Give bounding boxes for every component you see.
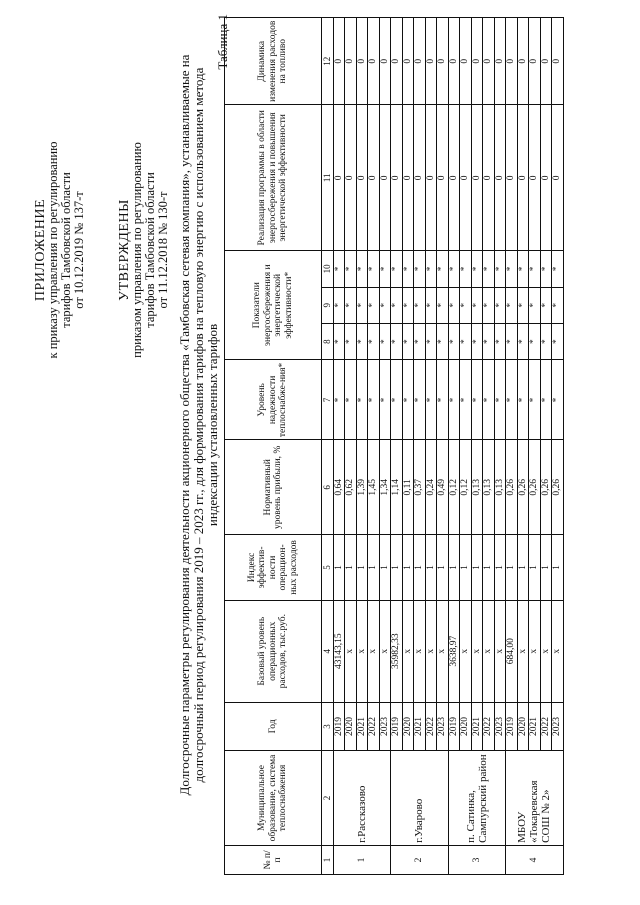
energy-saving-cell-2: * xyxy=(356,287,368,323)
energy-saving-cell-1: * xyxy=(471,323,483,359)
efficiency-index-cell: 1 xyxy=(345,535,357,601)
energy-saving-cell-1: * xyxy=(391,323,403,359)
base-cost-cell: x xyxy=(483,600,495,702)
reliability-cell: * xyxy=(460,360,472,440)
energy-saving-cell-3: * xyxy=(368,251,380,287)
column-number: 12 xyxy=(322,18,334,106)
profit-level-cell: 0,26 xyxy=(506,440,518,535)
dynamics-cell: 0 xyxy=(414,18,426,106)
year-cell: 2021 xyxy=(414,702,426,751)
energy-saving-cell-3: * xyxy=(402,251,414,287)
base-cost-cell: x xyxy=(414,600,426,702)
energy-saving-cell-2: * xyxy=(437,287,449,323)
parameters-table xyxy=(224,17,564,875)
reliability-cell: * xyxy=(471,360,483,440)
energy-saving-cell-2: * xyxy=(483,287,495,323)
energy-saving-cell-3: * xyxy=(483,251,495,287)
column-number: 10 xyxy=(322,251,334,287)
efficiency-index-cell: 1 xyxy=(540,535,552,601)
program-cell: 0 xyxy=(368,105,380,251)
profit-level-cell: 0,12 xyxy=(460,440,472,535)
efficiency-index-cell: 1 xyxy=(333,535,345,601)
profit-level-cell: 0,13 xyxy=(483,440,495,535)
energy-saving-cell-3: * xyxy=(437,251,449,287)
table-row xyxy=(414,18,426,875)
approved-title: УТВЕРЖДЕНЫ xyxy=(117,199,132,301)
profit-level-cell: 0,13 xyxy=(494,440,506,535)
dynamics-cell: 0 xyxy=(425,18,437,106)
energy-saving-cell-1: * xyxy=(540,323,552,359)
table-row xyxy=(552,18,564,875)
reliability-cell: * xyxy=(333,360,345,440)
municipality-name: г.Уварово xyxy=(391,751,449,846)
program-cell: 0 xyxy=(448,105,460,251)
base-cost-cell: x xyxy=(552,600,564,702)
energy-saving-cell-1: * xyxy=(333,323,345,359)
energy-saving-cell-2: * xyxy=(425,287,437,323)
table-row xyxy=(333,18,345,875)
efficiency-index-cell: 1 xyxy=(391,535,403,601)
efficiency-index-cell: 1 xyxy=(529,535,541,601)
program-cell: 0 xyxy=(402,105,414,251)
energy-saving-cell-1: * xyxy=(448,323,460,359)
table-row xyxy=(368,18,380,875)
program-cell: 0 xyxy=(379,105,391,251)
profit-level-cell: 1,39 xyxy=(356,440,368,535)
col-header-municipality: Муниципальное образование, система теплоснабжения xyxy=(225,751,322,846)
table-row xyxy=(425,18,437,875)
energy-saving-cell-3: * xyxy=(425,251,437,287)
profit-level-cell: 0,62 xyxy=(345,440,357,535)
table-row xyxy=(529,18,541,875)
profit-level-cell: 0,26 xyxy=(529,440,541,535)
approved-line-2: тарифов Тамбовской области xyxy=(143,172,157,328)
column-number: 2 xyxy=(322,751,334,846)
dynamics-cell: 0 xyxy=(494,18,506,106)
table-row xyxy=(379,18,391,875)
year-cell: 2023 xyxy=(437,702,449,751)
column-number: 8 xyxy=(322,323,334,359)
profit-level-cell: 0,24 xyxy=(425,440,437,535)
col-header-efficiency-index: Индекс эффектив-ности операцион-ных расходов xyxy=(225,535,322,601)
col-header-dynamics: Динамика изменения расходов на топливо xyxy=(225,18,322,106)
base-cost-cell: x xyxy=(540,600,552,702)
table-row xyxy=(437,18,449,875)
dynamics-cell: 0 xyxy=(471,18,483,106)
reliability-cell: * xyxy=(552,360,564,440)
year-cell: 2023 xyxy=(379,702,391,751)
table-row xyxy=(345,18,357,875)
column-number: 7 xyxy=(322,360,334,440)
efficiency-index-cell: 1 xyxy=(483,535,495,601)
col-header-base-cost: Базовый уровень операционных расходов, тыс.руб. xyxy=(225,600,322,702)
document-title: Долгосрочные параметры регулирования деятельности акционерного общества «Тамбовская сетевая компания», устанавливаемые на долгосрочный период регулирования 2019 – 2023 гг., для формирования тарифов на тепловую энергию с использованием метода индексации установленных тарифов xyxy=(177,54,220,796)
col-header-program: Реализация программы в области энергосбережения и повышения энергетической эффективности xyxy=(225,105,322,251)
energy-saving-cell-3: * xyxy=(333,251,345,287)
energy-saving-cell-2: * xyxy=(471,287,483,323)
program-cell: 0 xyxy=(425,105,437,251)
col-header-profit-level: Нормативный уровень прибыли, % xyxy=(225,440,322,535)
energy-saving-cell-1: * xyxy=(368,323,380,359)
base-cost-cell: x xyxy=(356,600,368,702)
dynamics-cell: 0 xyxy=(379,18,391,106)
dynamics-cell: 0 xyxy=(460,18,472,106)
base-cost-cell: 3638,97 xyxy=(448,600,460,702)
reliability-cell: * xyxy=(356,360,368,440)
col-header-num: № п/п xyxy=(225,845,322,874)
column-number: 9 xyxy=(322,287,334,323)
energy-saving-cell-2: * xyxy=(540,287,552,323)
program-cell: 0 xyxy=(540,105,552,251)
base-cost-cell: 35982,33 xyxy=(391,600,403,702)
year-cell: 2023 xyxy=(494,702,506,751)
column-number: 5 xyxy=(322,535,334,601)
energy-saving-cell-2: * xyxy=(529,287,541,323)
base-cost-cell: x xyxy=(517,600,529,702)
dynamics-cell: 0 xyxy=(437,18,449,106)
dynamics-cell: 0 xyxy=(448,18,460,106)
efficiency-index-cell: 1 xyxy=(402,535,414,601)
base-cost-cell: x xyxy=(471,600,483,702)
energy-saving-cell-2: * xyxy=(506,287,518,323)
energy-saving-cell-2: * xyxy=(333,287,345,323)
reliability-cell: * xyxy=(506,360,518,440)
group-number: 3 xyxy=(448,845,506,874)
energy-saving-cell-3: * xyxy=(460,251,472,287)
reliability-cell: * xyxy=(540,360,552,440)
approved-line-3: от 11.12.2018 № 130-т xyxy=(156,191,170,309)
approved-header xyxy=(118,80,170,420)
dynamics-cell: 0 xyxy=(540,18,552,106)
group-number: 2 xyxy=(391,845,449,874)
energy-saving-cell-1: * xyxy=(379,323,391,359)
column-number: 6 xyxy=(322,440,334,535)
table-body xyxy=(333,18,563,875)
program-cell: 0 xyxy=(506,105,518,251)
efficiency-index-cell: 1 xyxy=(437,535,449,601)
table-label: Таблица 1 xyxy=(215,14,230,70)
efficiency-index-cell: 1 xyxy=(460,535,472,601)
profit-level-cell: 0,64 xyxy=(333,440,345,535)
appendix-title: ПРИЛОЖЕНИЕ xyxy=(33,198,48,302)
table-row xyxy=(402,18,414,875)
column-number: 1 xyxy=(322,845,334,874)
table-row xyxy=(391,18,403,875)
energy-saving-cell-2: * xyxy=(345,287,357,323)
reliability-cell: * xyxy=(517,360,529,440)
year-cell: 2022 xyxy=(425,702,437,751)
energy-saving-cell-1: * xyxy=(529,323,541,359)
dynamics-cell: 0 xyxy=(391,18,403,106)
base-cost-cell: x xyxy=(368,600,380,702)
dynamics-cell: 0 xyxy=(333,18,345,106)
col-header-year: Год xyxy=(225,702,322,751)
year-cell: 2021 xyxy=(471,702,483,751)
program-cell: 0 xyxy=(391,105,403,251)
year-cell: 2020 xyxy=(402,702,414,751)
energy-saving-cell-1: * xyxy=(506,323,518,359)
energy-saving-cell-3: * xyxy=(517,251,529,287)
profit-level-cell: 0,26 xyxy=(552,440,564,535)
profit-level-cell: 0,11 xyxy=(402,440,414,535)
appendix-header xyxy=(34,80,86,420)
table-row xyxy=(540,18,552,875)
efficiency-index-cell: 1 xyxy=(356,535,368,601)
energy-saving-cell-2: * xyxy=(414,287,426,323)
profit-level-cell: 0,26 xyxy=(517,440,529,535)
energy-saving-cell-2: * xyxy=(402,287,414,323)
energy-saving-cell-2: * xyxy=(517,287,529,323)
reliability-cell: * xyxy=(368,360,380,440)
base-cost-cell: 43143,15 xyxy=(333,600,345,702)
energy-saving-cell-1: * xyxy=(345,323,357,359)
year-cell: 2021 xyxy=(356,702,368,751)
year-cell: 2019 xyxy=(391,702,403,751)
efficiency-index-cell: 1 xyxy=(448,535,460,601)
column-number-row xyxy=(322,18,334,875)
reliability-cell: * xyxy=(379,360,391,440)
program-cell: 0 xyxy=(471,105,483,251)
base-cost-cell: x xyxy=(402,600,414,702)
base-cost-cell: x xyxy=(494,600,506,702)
dynamics-cell: 0 xyxy=(552,18,564,106)
group-number: 4 xyxy=(506,845,564,874)
efficiency-index-cell: 1 xyxy=(368,535,380,601)
table-row xyxy=(506,18,518,875)
energy-saving-cell-1: * xyxy=(552,323,564,359)
efficiency-index-cell: 1 xyxy=(506,535,518,601)
year-cell: 2021 xyxy=(529,702,541,751)
reliability-cell: * xyxy=(437,360,449,440)
col-header-reliability: Уровень надежности теплоснабже-ния* xyxy=(225,360,322,440)
program-cell: 0 xyxy=(552,105,564,251)
efficiency-index-cell: 1 xyxy=(425,535,437,601)
group-number: 1 xyxy=(333,845,391,874)
energy-saving-cell-2: * xyxy=(460,287,472,323)
efficiency-index-cell: 1 xyxy=(471,535,483,601)
appendix-line-1: к приказу управления по регулированию xyxy=(46,141,60,359)
energy-saving-cell-1: * xyxy=(414,323,426,359)
energy-saving-cell-1: * xyxy=(483,323,495,359)
appendix-line-2: тарифов Тамбовской области xyxy=(59,172,73,328)
energy-saving-cell-3: * xyxy=(471,251,483,287)
dynamics-cell: 0 xyxy=(368,18,380,106)
efficiency-index-cell: 1 xyxy=(379,535,391,601)
energy-saving-cell-2: * xyxy=(494,287,506,323)
base-cost-cell: x xyxy=(529,600,541,702)
reliability-cell: * xyxy=(425,360,437,440)
table-row xyxy=(517,18,529,875)
program-cell: 0 xyxy=(356,105,368,251)
profit-level-cell: 1,45 xyxy=(368,440,380,535)
dynamics-cell: 0 xyxy=(483,18,495,106)
year-cell: 2020 xyxy=(345,702,357,751)
efficiency-index-cell: 1 xyxy=(517,535,529,601)
municipality-name: п. Сатинка, Сампурский район xyxy=(448,751,506,846)
base-cost-cell: 684,00 xyxy=(506,600,518,702)
column-number: 4 xyxy=(322,600,334,702)
table-row xyxy=(356,18,368,875)
table-row xyxy=(448,18,460,875)
column-number: 11 xyxy=(322,105,334,251)
energy-saving-cell-1: * xyxy=(425,323,437,359)
program-cell: 0 xyxy=(437,105,449,251)
energy-saving-cell-3: * xyxy=(448,251,460,287)
profit-level-cell: 0,12 xyxy=(448,440,460,535)
table-row xyxy=(494,18,506,875)
energy-saving-cell-3: * xyxy=(391,251,403,287)
profit-level-cell: 0,26 xyxy=(540,440,552,535)
energy-saving-cell-3: * xyxy=(379,251,391,287)
efficiency-index-cell: 1 xyxy=(494,535,506,601)
reliability-cell: * xyxy=(483,360,495,440)
energy-saving-cell-2: * xyxy=(448,287,460,323)
base-cost-cell: x xyxy=(460,600,472,702)
year-cell: 2019 xyxy=(333,702,345,751)
energy-saving-cell-3: * xyxy=(356,251,368,287)
dynamics-cell: 0 xyxy=(506,18,518,106)
year-cell: 2020 xyxy=(460,702,472,751)
energy-saving-cell-1: * xyxy=(494,323,506,359)
program-cell: 0 xyxy=(517,105,529,251)
dynamics-cell: 0 xyxy=(402,18,414,106)
energy-saving-cell-3: * xyxy=(414,251,426,287)
program-cell: 0 xyxy=(483,105,495,251)
reliability-cell: * xyxy=(494,360,506,440)
reliability-cell: * xyxy=(414,360,426,440)
municipality-name: МБОУ «Токаревская СОШ № 2» xyxy=(506,751,564,846)
profit-level-cell: 1,14 xyxy=(391,440,403,535)
year-cell: 2019 xyxy=(448,702,460,751)
profit-level-cell: 0,37 xyxy=(414,440,426,535)
appendix-line-3: от 10.12.2019 № 137-т xyxy=(72,191,86,309)
dynamics-cell: 0 xyxy=(517,18,529,106)
energy-saving-cell-2: * xyxy=(552,287,564,323)
efficiency-index-cell: 1 xyxy=(414,535,426,601)
program-cell: 0 xyxy=(460,105,472,251)
dynamics-cell: 0 xyxy=(529,18,541,106)
year-cell: 2019 xyxy=(506,702,518,751)
profit-level-cell: 1,34 xyxy=(379,440,391,535)
municipality-name: г.Рассказово xyxy=(333,751,391,846)
base-cost-cell: x xyxy=(425,600,437,702)
year-cell: 2023 xyxy=(552,702,564,751)
energy-saving-cell-2: * xyxy=(368,287,380,323)
energy-saving-cell-3: * xyxy=(529,251,541,287)
energy-saving-cell-3: * xyxy=(506,251,518,287)
table-row xyxy=(483,18,495,875)
approved-line-1: приказом управления по регулированию xyxy=(130,142,144,358)
energy-saving-cell-2: * xyxy=(379,287,391,323)
year-cell: 2022 xyxy=(368,702,380,751)
profit-level-cell: 0,13 xyxy=(471,440,483,535)
table-row xyxy=(471,18,483,875)
energy-saving-cell-3: * xyxy=(552,251,564,287)
dynamics-cell: 0 xyxy=(356,18,368,106)
base-cost-cell: x xyxy=(379,600,391,702)
base-cost-cell: x xyxy=(437,600,449,702)
program-cell: 0 xyxy=(333,105,345,251)
program-cell: 0 xyxy=(345,105,357,251)
program-cell: 0 xyxy=(414,105,426,251)
reliability-cell: * xyxy=(402,360,414,440)
energy-saving-cell-3: * xyxy=(345,251,357,287)
table-row xyxy=(460,18,472,875)
year-cell: 2022 xyxy=(540,702,552,751)
energy-saving-cell-3: * xyxy=(540,251,552,287)
reliability-cell: * xyxy=(448,360,460,440)
base-cost-cell: x xyxy=(345,600,357,702)
program-cell: 0 xyxy=(529,105,541,251)
energy-saving-cell-1: * xyxy=(402,323,414,359)
year-cell: 2020 xyxy=(517,702,529,751)
column-number: 3 xyxy=(322,702,334,751)
dynamics-cell: 0 xyxy=(345,18,357,106)
reliability-cell: * xyxy=(345,360,357,440)
reliability-cell: * xyxy=(529,360,541,440)
energy-saving-cell-1: * xyxy=(517,323,529,359)
col-header-energy-saving: Показатели энергосбережения и энергетической эффективности* xyxy=(225,251,322,360)
energy-saving-cell-1: * xyxy=(460,323,472,359)
program-cell: 0 xyxy=(494,105,506,251)
efficiency-index-cell: 1 xyxy=(552,535,564,601)
energy-saving-cell-3: * xyxy=(494,251,506,287)
reliability-cell: * xyxy=(391,360,403,440)
profit-level-cell: 0,49 xyxy=(437,440,449,535)
year-cell: 2022 xyxy=(483,702,495,751)
energy-saving-cell-1: * xyxy=(437,323,449,359)
energy-saving-cell-1: * xyxy=(356,323,368,359)
energy-saving-cell-2: * xyxy=(391,287,403,323)
